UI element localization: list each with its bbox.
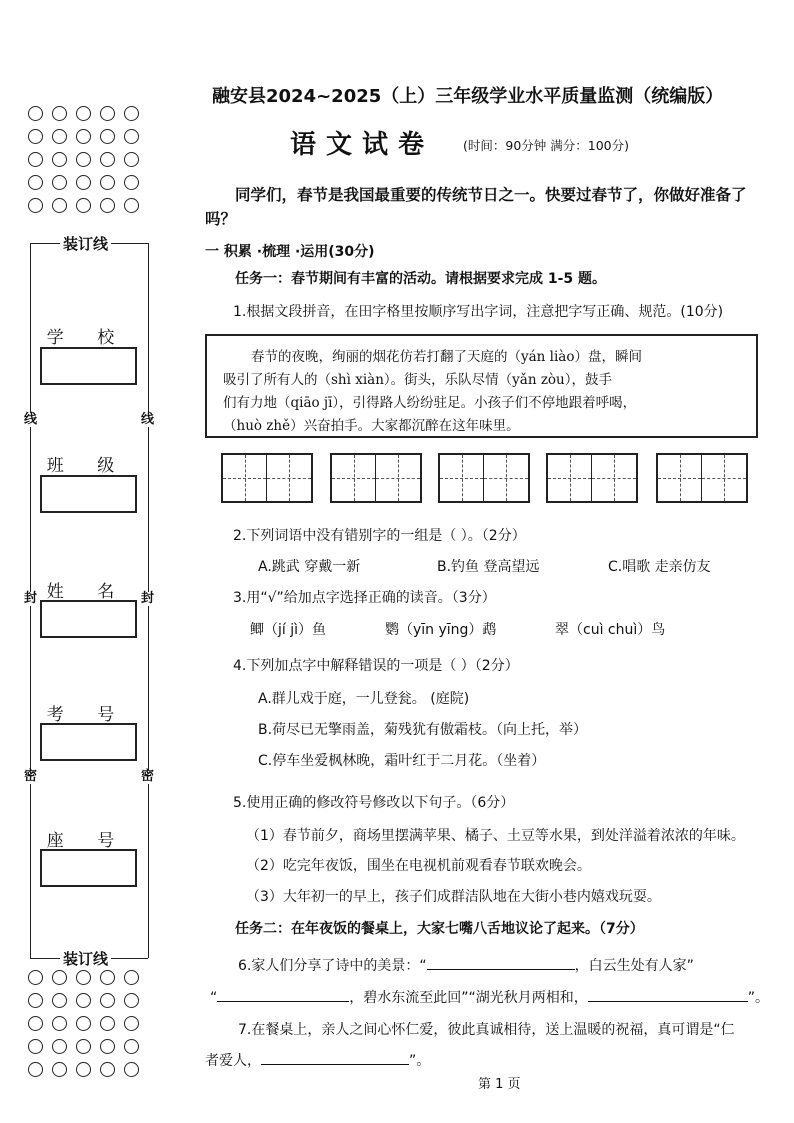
q7-text-c: ”。 [409, 1053, 431, 1069]
tianzige-group-4[interactable] [546, 453, 638, 503]
subject-title: 语文试卷 [290, 130, 435, 160]
field-label-name: 姓 名 [46, 582, 129, 602]
passage-line: 吸引了所有人的（shì xiàn）。街头，乐队尽情（yǎn zòu），鼓手 [223, 372, 613, 388]
q3-item-1: 鲫（jí jì）鱼 [250, 622, 327, 638]
question-6-line-2 [210, 987, 769, 1007]
q6-text-e: ”。 [747, 990, 770, 1006]
school-field[interactable] [40, 347, 137, 385]
seat-field[interactable] [40, 849, 137, 887]
question-6-line-1 [238, 955, 694, 975]
exam-number-field[interactable] [40, 723, 137, 761]
q4-option-a: A.群儿戏于庭，一儿登瓮。 (庭院) [258, 691, 470, 707]
question-3: 3.用“√”给加点字选择正确的读音。（3分） [233, 590, 496, 606]
passage-line: 们有力地（qiāo jī），引得路人纷纷驻足。小孩子们不停地跟着呼喝， [223, 395, 637, 411]
side-char: 封 [141, 591, 155, 606]
q6-blank-2[interactable] [217, 987, 349, 1002]
tianzige-group-1[interactable] [221, 453, 313, 503]
q3-item-3: 翠（cuì chuì）鸟 [555, 622, 666, 638]
binding-holes-top [28, 106, 148, 213]
question-4: 4.下列加点字中解释错误的一项是（ ）（2分） [233, 658, 519, 674]
q6-text-a: 6.家人们分享了诗中的美景：“ [238, 958, 427, 974]
side-char: 密 [141, 769, 155, 784]
q6-text-c: “ [210, 990, 218, 1006]
q2-option-c: C.唱歌 走亲仿友 [608, 559, 711, 575]
side-char: 密 [24, 769, 38, 784]
intro-text: 同学们，春节是我国最重要的传统节日之一。快要过春节了，你做好准备了吗？ [205, 186, 747, 228]
q6-blank-3[interactable] [588, 987, 748, 1002]
q7-blank[interactable] [261, 1050, 409, 1065]
task1-heading: 任务一：春节期间有丰富的活动。请根据要求完成 1-5 题。 [235, 271, 607, 287]
q7-text-b: 者爱人， [205, 1053, 261, 1069]
question-7-line-1: 7.在餐桌上，亲人之间心怀仁爱，彼此真诚相待，送上温暖的祝福，真可谓是“仁 [238, 1022, 735, 1038]
binding-label-bottom: 装订线 [60, 948, 111, 969]
question-7-line-2 [205, 1050, 430, 1070]
tianzige-group-5[interactable] [656, 453, 748, 503]
q5-item-2: （2）吃完年夜饭，围坐在电视机前观看春节联欢晚会。 [246, 858, 591, 874]
field-label-school: 学 校 [46, 328, 129, 348]
field-label-class: 班 级 [46, 456, 129, 476]
name-field[interactable] [40, 600, 137, 638]
q6-text-b: ，白云生处有人家” [574, 958, 694, 974]
section-heading: 一 积累 ·梳理 ·运用(30分) [205, 244, 375, 260]
page-number: 第 1 页 [478, 1077, 521, 1092]
tianzige-group-3[interactable] [438, 453, 530, 503]
side-char: 线 [141, 412, 155, 427]
passage-line: 春节的夜晚，绚丽的烟花仿若打翻了天庭的（yán liào）盘，瞬间 [251, 349, 642, 365]
exam-title: 融安县2024~2025（上）三年级学业水平质量监测（统编版） [212, 86, 724, 107]
q4-option-c: C.停车坐爱枫林晚，霜叶红于二月花。（坐着） [258, 753, 546, 769]
task2-heading: 任务二：在年夜饭的餐桌上，大家七嘴八舌地议论了起来。（7分） [235, 921, 644, 937]
field-label-seat: 座 号 [46, 831, 129, 851]
tianzige-group-2[interactable] [330, 453, 422, 503]
side-char: 封 [24, 591, 38, 606]
binding-holes-bottom [28, 970, 148, 1077]
binding-label-top: 装订线 [60, 233, 111, 254]
q6-blank-1[interactable] [427, 955, 575, 970]
question-1: 1.根据文段拼音，在田字格里按顺序写出字词，注意把字写正确、规范。(10分) [233, 304, 724, 320]
q3-item-2: 鹦（yīn yīng）鹉 [385, 622, 497, 638]
question-2: 2.下列词语中没有错别字的一组是（ ）。（2分） [233, 528, 526, 544]
q4-option-b: B.荷尽已无擎雨盖，菊残犹有傲霜枝。（向上托，举） [258, 722, 588, 738]
q5-item-1: （1）春节前夕，商场里摆满苹果、橘子、土豆等水果，到处洋溢着浓浓的年味。 [246, 828, 745, 844]
q6-text-d: ，碧水东流至此回”“湖光秋月两相和， [349, 990, 588, 1006]
field-label-exam-number: 考 号 [46, 705, 129, 725]
class-field[interactable] [40, 475, 137, 513]
question-5: 5.使用正确的修改符号修改以下句子。（6分） [233, 795, 515, 811]
side-char: 线 [24, 412, 38, 427]
q5-item-3: （3）大年初一的早上，孩子们成群洁队地在大街小巷内嬉戏玩耍。 [246, 889, 661, 905]
time-score-note: (时间：90分钟 满分：100分) [463, 138, 629, 153]
q2-option-b: B.钓鱼 登高望远 [437, 559, 540, 575]
passage-line: （huò zhě）兴奋拍手。大家都沉醉在这年味里。 [223, 418, 520, 434]
q2-option-a: A.跳武 穿戴一新 [258, 559, 361, 575]
pinyin-passage [205, 334, 758, 438]
